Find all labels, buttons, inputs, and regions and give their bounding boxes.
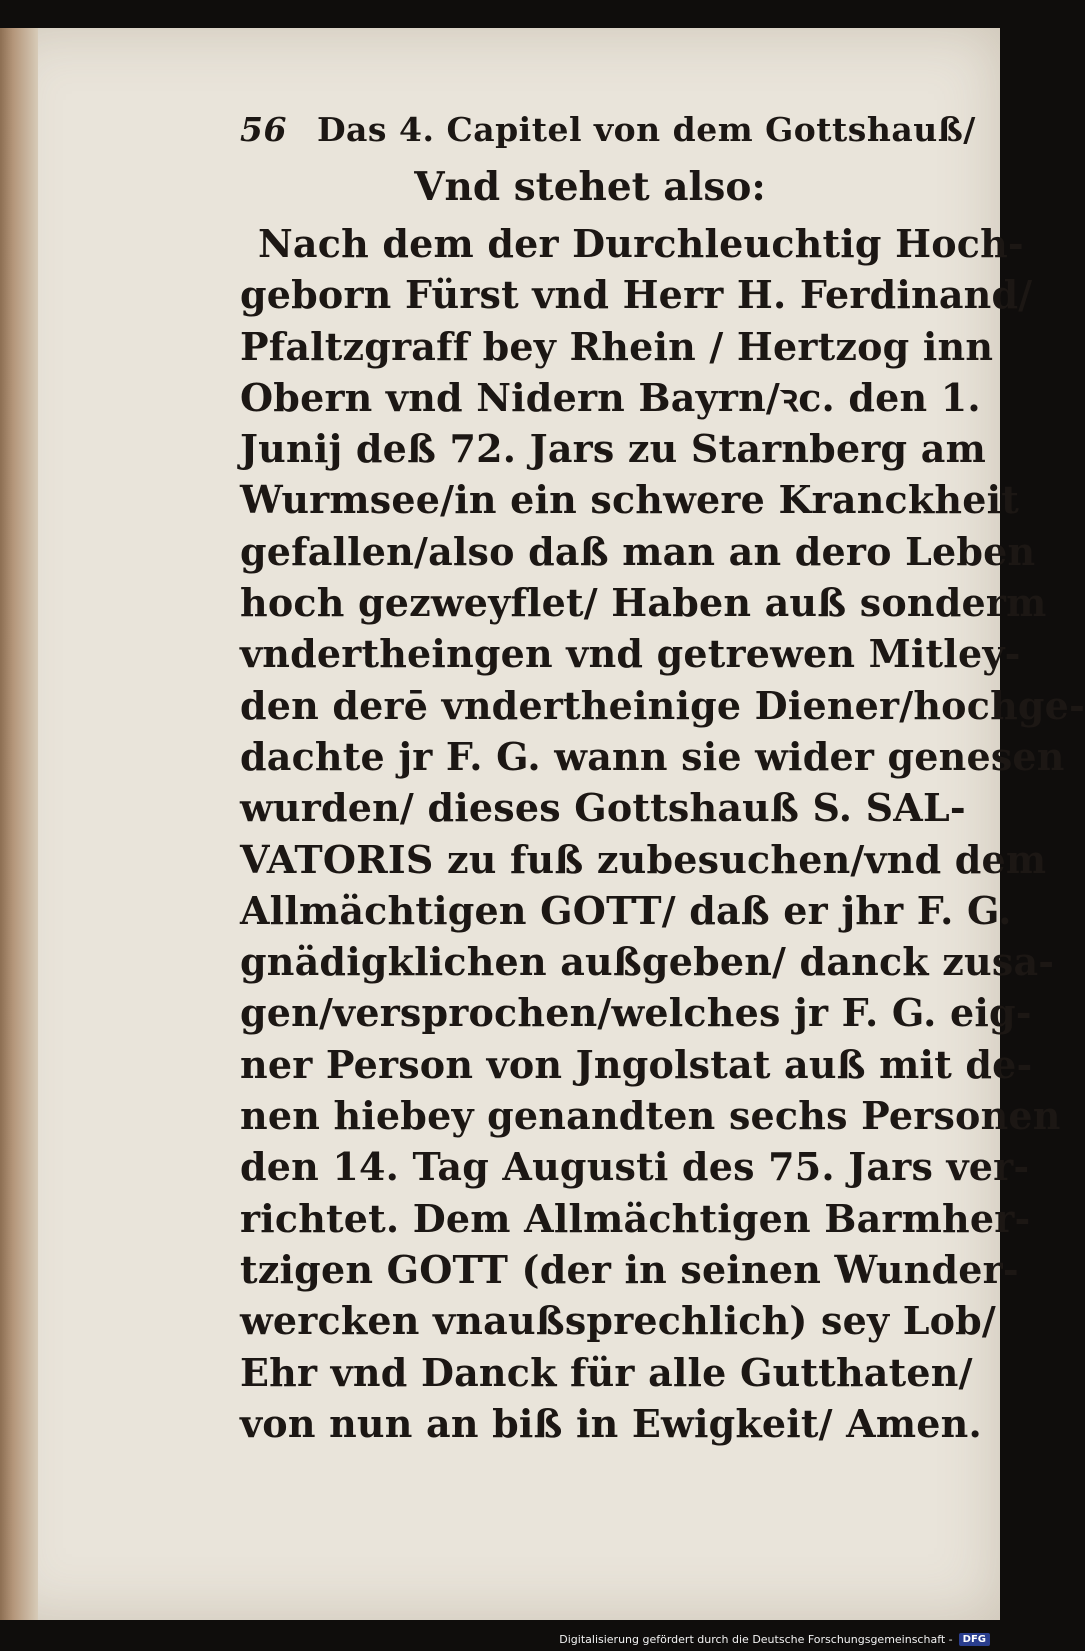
running-header [240, 110, 980, 150]
text-line: Nach dem der Durchleuchtig Hoch- [258, 221, 1024, 266]
text-line: Pfaltzgraff bey Rhein / Hertzog inn [240, 323, 994, 369]
text-line: dachte jr F. G. wann sie wider genesen [240, 733, 1065, 779]
subheading: Vnd stehet also: [414, 164, 766, 210]
text-line: Allmächtigen GOTT/ daß er jhr F. G. [240, 887, 1012, 933]
page-text [240, 110, 1085, 1449]
text-line: Obern vnd Nidern Bayrn/ꝛc. den 1. [240, 374, 981, 420]
text-line: wurden/ dieses Gottshauß S. SAL- [240, 785, 966, 831]
text-line: den derē vndertheinige Diener/hochge- [240, 682, 1085, 728]
footer-credit [559, 1629, 990, 1649]
text-line: von nun an biß in Ewigkeit/ Amen. [240, 1400, 982, 1446]
text-line: nen hiebey genandten sechs Personen [240, 1093, 1061, 1139]
text-line: Wurmsee/in ein schwere Kranckheit [240, 477, 1020, 523]
page-edge [0, 28, 38, 1620]
text-line: ner Person von Jngolstat auß mit de- [240, 1041, 1033, 1087]
text-line: Junij deß 72. Jars zu Starnberg am [240, 426, 986, 472]
text-line: vndertheingen vnd getrewen Mitley- [240, 631, 1021, 677]
text-line: hoch gezweyflet/ Haben auß sonderm [240, 580, 1047, 626]
running-title: Das 4. Capitel von dem Gottshauß/ [316, 110, 976, 149]
text-line: gnädigklichen außgeben/ danck zusa- [240, 939, 1055, 985]
text-line: den 14. Tag Augusti des 75. Jars ver- [240, 1144, 1030, 1190]
text-line: tzigen GOTT (der in seinen Wunder- [240, 1246, 1019, 1292]
body-text [240, 218, 1085, 1449]
text-line: richtet. Dem Allmächtigen Barmher- [240, 1195, 1031, 1241]
text-line: wercken vnaußsprechlich) sey Lob/ [240, 1298, 997, 1344]
footer-credit-text: Digitalisierung gefördert durch die Deutsche Forschungsgemeinschaft - [559, 1632, 953, 1646]
text-line: gen/versprochen/welches jr F. G. eig- [240, 990, 1032, 1036]
dfg-logo: DFG [959, 1633, 990, 1646]
page-number: 56 [240, 110, 287, 149]
text-line: geborn Fürst vnd Herr H. Ferdinand/ [240, 272, 1033, 318]
text-line: gefallen/also daß man an dero Leben [240, 528, 1036, 574]
text-line: Ehr vnd Danck für alle Gutthaten/ [240, 1349, 973, 1395]
text-line: VATORIS zu fuß zubesuchen/vnd dem [240, 836, 1047, 882]
